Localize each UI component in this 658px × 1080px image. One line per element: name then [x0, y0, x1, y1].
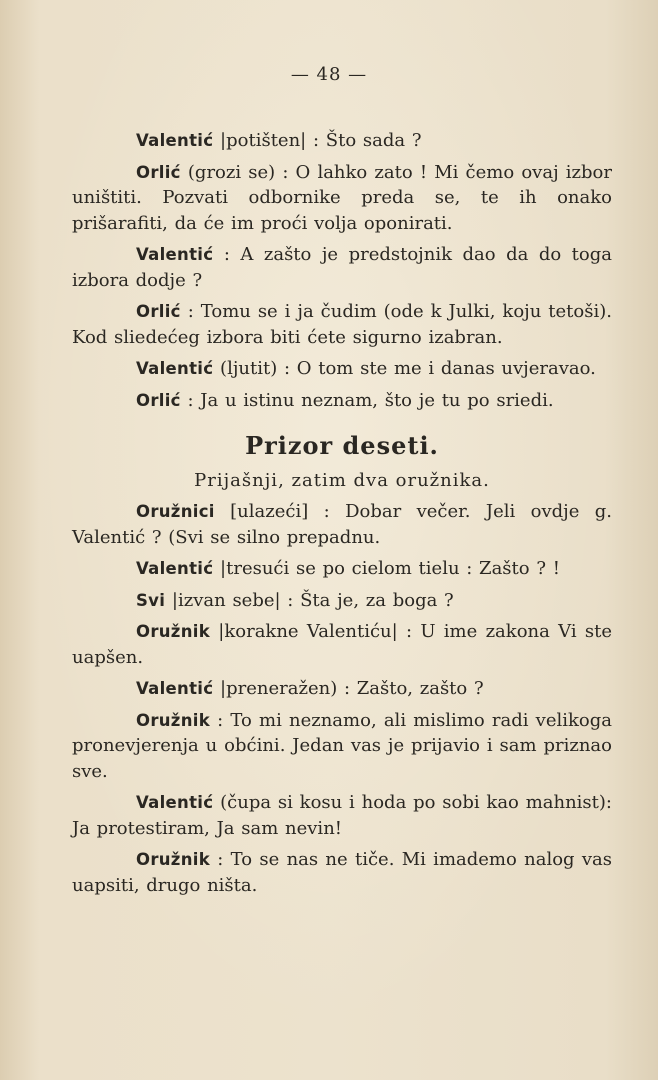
- dialogue-text: |korakne Valentiću| : U ime zakona Vi ste uapšen.: [72, 621, 612, 668]
- page-number: — 48 —: [290, 64, 368, 85]
- speaker-name: Valentić: [136, 793, 214, 812]
- dialogue-text: : A zašto je predstojnik dao da do toga izbora dodje ?: [72, 244, 612, 291]
- speaker-name: Orlić: [136, 302, 181, 321]
- speaker-name: Orlić: [136, 390, 181, 410]
- dialogue-text: |potišten| : Što sada ?: [213, 130, 422, 151]
- dialogue-block-top: [72, 128, 612, 413]
- dialogue-line: [72, 556, 612, 582]
- dialogue-line: [72, 499, 612, 550]
- dialogue-text: |tresući se po cielom tielu : Zašto ? !: [213, 558, 560, 579]
- speaker-name: Oružnik: [136, 622, 210, 641]
- speaker-name: Svi: [136, 590, 166, 610]
- dialogue-line: [72, 847, 612, 898]
- dialogue-line: [72, 790, 612, 841]
- dialogue-line: [72, 619, 612, 670]
- scene-subtitle: Prijašnji, zatim dva oružnika.: [194, 470, 490, 491]
- dialogue-line: [72, 242, 612, 293]
- dialogue-text: : Ja u istinu neznam, što je tu po sriedi.: [180, 389, 554, 411]
- scene-title: Prizor deseti.: [245, 431, 439, 460]
- dialogue-line: [72, 299, 612, 350]
- dialogue-text: : To mi neznamo, ali mislimo radi velikoga pronevjerenja u obćini. Jedan vas je prijavio i sam priznao sve.: [72, 709, 612, 782]
- dialogue-text: : Tomu se i ja čudim (ode k Julki, koju tetoši). Kod sliedećeg izbora biti ćete sigurno izabran.: [72, 301, 612, 348]
- dialogue-line: [72, 708, 612, 785]
- dialogue-text: |preneražen) : Zašto, zašto ?: [213, 678, 484, 699]
- dialogue-text: (ljutit) : O tom ste me i danas uvjeravao.: [213, 358, 596, 379]
- dialogue-line: [72, 676, 612, 702]
- dialogue-text: : To se nas ne tiče. Mi imademo nalog vas uapsiti, drugo ništa.: [72, 849, 612, 896]
- dialogue-line: [72, 588, 612, 614]
- dialogue-block-bottom: [72, 499, 612, 898]
- page-text: [72, 128, 612, 904]
- dialogue-text: |izvan sebe| : Šta je, za boga ?: [165, 589, 454, 611]
- dialogue-line: [72, 388, 612, 414]
- speaker-name: Oružnici: [136, 502, 215, 521]
- dialogue-line: [72, 356, 612, 382]
- speaker-name: Valentić: [136, 245, 214, 264]
- speaker-name: Oružnik: [136, 710, 210, 730]
- dialogue-line: [72, 160, 612, 237]
- dialogue-text: (čupa si kosu i hoda po sobi kao mahnist): Ja protestiram, Ja sam nevin!: [72, 792, 612, 839]
- speaker-name: Valentić: [136, 359, 214, 378]
- dialogue-text: (grozi se) : O lahko zato ! Mi čemo ovaj izbor uništiti. Pozvati odbornike preda se, te ih onako prišarafiti, da će im proći volja oponirati.: [72, 161, 612, 234]
- dialogue-line: [72, 128, 612, 154]
- speaker-name: Valentić: [136, 559, 214, 578]
- speaker-name: Valentić: [136, 131, 214, 150]
- speaker-name: Valentić: [136, 679, 214, 698]
- dialogue-text: [ulazeći] : Dobar večer. Jeli ovdje g. Valentić ? (Svi se silno prepadnu.: [72, 501, 612, 548]
- speaker-name: Oružnik: [136, 850, 210, 869]
- speaker-name: Orlić: [136, 162, 181, 182]
